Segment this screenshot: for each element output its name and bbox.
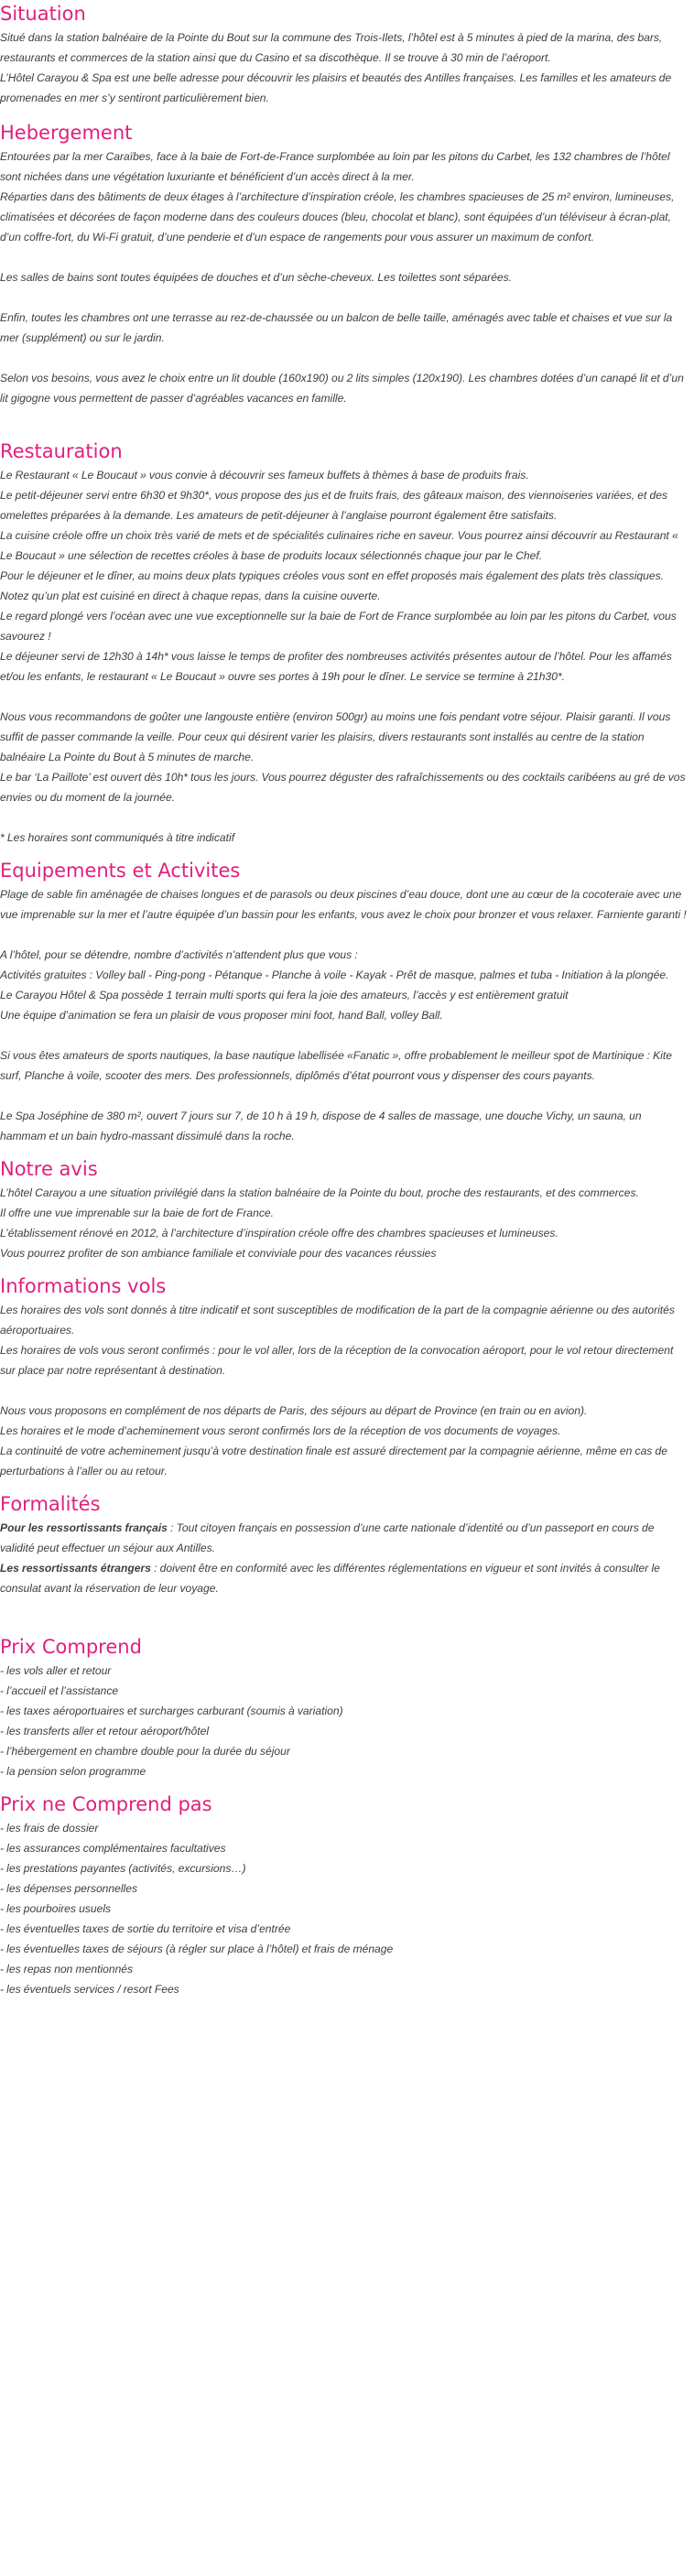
list-item: - les assurances complémentaires facultatives — [0, 1842, 226, 1855]
paragraph: Le bar ‘La Paillote’ est ouvert dès 10h* tous les jours. Vous pourrez déguster des rafraîchissements ou des cocktails caribéens au gré de vos envies ou du moment de la journée. — [0, 771, 686, 804]
list-item: - les éventuelles taxes de séjours (à régler sur place à l’hôtel) et frais de ménage — [0, 1943, 394, 1955]
section-body — [0, 1183, 689, 1263]
paragraph: Réparties dans des bâtiments de deux étages à l’architecture d’inspiration créole, les chambres spacieuses de 25 m² environ, lumineuses, climatisées et décorées de façon moderne dans des couleurs douces (bleu, chocolat et blanc), sont équipées d’un téléviseur à écran-plat, d’un coffre-fort, du Wi-Fi gratuit, d’une penderie et d’un espace de rangements pour vous assurer un maximum de confort. — [0, 190, 675, 244]
section-title: Restauration — [0, 440, 123, 462]
section-body — [0, 465, 689, 848]
section-prix-ne-comprend-pas — [0, 1791, 689, 1999]
paragraph: A l’hôtel, pour se détendre, nombre d’activités n’attendent plus que vous : — [0, 948, 358, 961]
list-item: - la pension selon programme — [0, 1765, 146, 1778]
paragraph: Pour le déjeuner et le dîner, au moins deux plats typiques créoles vous sont en effet proposés mais également des plats très classiques. Notez qu’un plat est cuisiné en direct à chaque repas, dans la cuisine ouverte. — [0, 569, 664, 602]
paragraph-lead: Les ressortissants étrangers — [0, 1562, 151, 1575]
paragraph: Enfin, toutes les chambres ont une terrasse au rez-de-chaussée ou un balcon de belle taille, aménagés avec table et chaises et vue sur la mer (supplément) ou sur le jardin. — [0, 311, 673, 344]
spacer — [0, 287, 689, 308]
paragraph: Le déjeuner servi de 12h30 à 14h* vous laisse le temps de profiter des nombreuses activités présentes autour de l’hôtel. Pour les affamés et/ou les enfants, le restaurant « Le Boucaut » ouvre ses portes à 19h pour le dîner. Le service se termine à 21h30*. — [0, 650, 672, 683]
spacer — [0, 348, 689, 368]
list-item: - les prestations payantes (activités, excursions…) — [0, 1862, 246, 1875]
section-informations-vols — [0, 1272, 689, 1481]
paragraph: * Les horaires sont communiqués à titre indicatif — [0, 831, 235, 844]
paragraph: Il offre une vue imprenable sur la baie de fort de France. — [0, 1207, 274, 1219]
paragraph: Les horaires des vols sont donnés à titre indicatif et sont susceptibles de modification de la part de la compagnie aérienne ou des autorités aéroportuaires. — [0, 1304, 675, 1337]
section-restauration — [0, 438, 689, 848]
section-prix-comprend — [0, 1633, 689, 1781]
paragraph — [0, 1518, 689, 1558]
section-formalites — [0, 1490, 689, 1598]
paragraph: L’hôtel Carayou a une situation privilégié dans la station balnéaire de la Pointe du bout, proche des restaurants, et des commerces. — [0, 1186, 639, 1199]
paragraph: Les horaires et le mode d’acheminement vous seront confirmés lors de la réception de vos documents de voyages. — [0, 1424, 561, 1437]
paragraph-text: : doivent être en conformité avec les différentes réglementations en vigueur et sont invités à consulter le consulat avant la réservation de leur voyage. — [0, 1562, 660, 1595]
section-title: Equipements et Activites — [0, 860, 241, 882]
spacer — [0, 807, 689, 828]
list-item: - l’hébergement en chambre double pour la durée du séjour — [0, 1745, 290, 1758]
list-item: - les vols aller et retour — [0, 1664, 112, 1677]
section-title: Prix ne Comprend pas — [0, 1793, 212, 1815]
paragraph: Vous pourrez profiter de son ambiance familiale et conviviale pour des vacances réussies — [0, 1247, 437, 1260]
paragraph: Plage de sable fin aménagée de chaises longues et de parasols ou deux piscines d’eau douce, dont une au cœur de la cocoteraie avec une vue imprenable sur la mer et l’autre équipée d’un bassin pour les enfants, vous avez le choix pour bronzer et vous relaxer. Farniente garanti ! — [0, 888, 687, 921]
paragraph: La cuisine créole offre un choix très varié de mets et de spécialités culinaires riche en saveur. Vous pourrez ainsi découvrir au Restaurant « Le Boucaut » une sélection de recettes créoles à base de produits locaux sélectionnés chaque jour par le Chef. — [0, 529, 678, 562]
paragraph: Le Carayou Hôtel & Spa possède 1 terrain multi sports qui fera la joie des amateurs, l’accès y est entièrement gratuit — [0, 989, 569, 1001]
section-notre-avis — [0, 1155, 689, 1263]
section-title: Prix Comprend — [0, 1636, 142, 1658]
paragraph: Le Spa Joséphine de 380 m², ouvert 7 jours sur 7, de 10 h à 19 h, dispose de 4 salles de massage, une douche Vichy, un sauna, un hammam et un bain hydro-massant dissimulé dans la roche. — [0, 1109, 642, 1142]
paragraph: Activités gratuites : Volley ball - Ping-pong - Pétanque - Planche à voile - Kayak - Prêt de masque, palmes et tuba - Initiation à la plongée. — [0, 969, 669, 981]
paragraph: Nous vous recommandons de goûter une langouste entière (environ 500gr) au moins une fois pendant votre séjour. Plaisir garanti. Il vous suffit de passer commande la veille. Pour ceux qui désirent varier les plaisirs, divers restaurants sont installés au centre de la station balnéaire La Pointe du Bout à 5 minutes de marche. — [0, 710, 671, 763]
section-body — [0, 1661, 689, 1781]
paragraph: Nous vous proposons en complément de nos départs de Paris, des séjours au départ de Province (en train ou en avion). — [0, 1404, 588, 1417]
paragraph-text: : Tout citoyen français en possession d’une carte nationale d’identité ou d’un passeport en cours de validité peut effectuer un séjour aux Antilles. — [0, 1521, 655, 1554]
paragraph: Selon vos besoins, vous avez le choix entre un lit double (160x190) ou 2 lits simples (120x190). Les chambres dotées d’un canapé lit et d’un lit gigogne vous permettent de passer d’agréables vacances en famille. — [0, 372, 684, 405]
section-body — [0, 27, 689, 108]
list-item: - les taxes aéroportuaires et surcharges carburant (soumis à variation) — [0, 1705, 343, 1717]
list-item: - l’accueil et l’assistance — [0, 1684, 119, 1697]
list-item: - les éventuels services / resort Fees — [0, 1983, 179, 1996]
list-item: - les éventuelles taxes de sortie du territoire et visa d’entrée — [0, 1922, 291, 1935]
section-title: Formalités — [0, 1493, 101, 1515]
list-item: - les transferts aller et retour aéroport/hôtel — [0, 1725, 210, 1737]
paragraph — [0, 1558, 689, 1598]
section-body — [0, 1818, 689, 1999]
section-title: Hebergement — [0, 122, 133, 144]
list-item: - les pourboires usuels — [0, 1902, 112, 1915]
section-body — [0, 1518, 689, 1598]
paragraph: Le petit-déjeuner servi entre 6h30 et 9h30*, vous propose des jus et de fruits frais, des gâteaux maison, des viennoiseries variées, et des omelettes préparées à la demande. Les amateurs de petit-déjeuner à l’anglaise pourront également être satisfaits. — [0, 489, 668, 522]
spacer — [0, 1086, 689, 1106]
spacer — [0, 925, 689, 945]
paragraph: Situé dans la station balnéaire de la Pointe du Bout sur la commune des Trois-Ilets, l’hôtel est à 5 minutes à pied de la marina, des bars, restaurants et commerces de la station ainsi que du Casino et sa discothèque. Il se trouve à 30 min de l’aéroport. — [0, 31, 663, 64]
spacer — [0, 687, 689, 707]
spacer — [0, 1025, 689, 1045]
paragraph: Entourées par la mer Caraïbes, face à la baie de Fort-de-France surplombée au loin par les pitons du Carbet, les 132 chambres de l’hôtel sont nichées dans une végétation luxuriante et bénéficient d’un accès direct à la mer. — [0, 150, 670, 183]
section-hebergement — [0, 119, 689, 408]
paragraph: La continuité de votre acheminement jusqu’à votre destination finale est assuré directement par la compagnie aérienne, même en cas de perturbations à l’aller ou au retour. — [0, 1445, 667, 1477]
spacer — [0, 247, 689, 267]
list-item: - les repas non mentionnés — [0, 1963, 134, 1975]
paragraph: Le Restaurant « Le Boucaut » vous convie à découvrir ses fameux buffets à thèmes à base de produits frais. — [0, 469, 529, 482]
list-item: - les frais de dossier — [0, 1822, 99, 1835]
section-situation — [0, 0, 689, 108]
list-item: - les dépenses personnelles — [0, 1882, 137, 1895]
section-title: Notre avis — [0, 1158, 98, 1180]
paragraph-lead: Pour les ressortissants français — [0, 1521, 168, 1534]
paragraph: Le regard plongé vers l’océan avec une vue exceptionnelle sur la baie de Fort de France surplombée au loin par les pitons du Carbet, vous savourez ! — [0, 610, 677, 643]
section-body — [0, 146, 689, 408]
spacer — [0, 1380, 689, 1401]
section-equipements-et-activites — [0, 857, 689, 1146]
paragraph: L’Hôtel Carayou & Spa est une belle adresse pour découvrir les plaisirs et beautés des Antilles françaises. Les familles et les amateurs de promenades en mer s’y sentiront particulièrement bien. — [0, 71, 672, 104]
section-body — [0, 1300, 689, 1481]
section-title: Informations vols — [0, 1275, 167, 1297]
paragraph: Si vous êtes amateurs de sports nautiques, la base nautique labellisée «Fanatic », offre probablement le meilleur spot de Martinique : Kite surf, Planche à voile, scooter des mers. Des professionnels, diplômés d’état pourront vous y dispenser des cours payants. — [0, 1049, 672, 1082]
paragraph: L’établissement rénové en 2012, à l’architecture d’inspiration créole offre des chambres spacieuses et lumineuses. — [0, 1227, 558, 1239]
section-title: Situation — [0, 3, 86, 25]
paragraph: Les salles de bains sont toutes équipées de douches et d’un sèche-cheveux. Les toilettes sont séparées. — [0, 271, 513, 284]
section-body — [0, 884, 689, 1146]
paragraph: Une équipe d’animation se fera un plaisir de vous proposer mini foot, hand Ball, volley Ball. — [0, 1009, 443, 1022]
paragraph: Les horaires de vols vous seront confirmés : pour le vol aller, lors de la réception de la convocation aéroport, pour le vol retour directement sur place par notre représentant à destination. — [0, 1344, 674, 1377]
